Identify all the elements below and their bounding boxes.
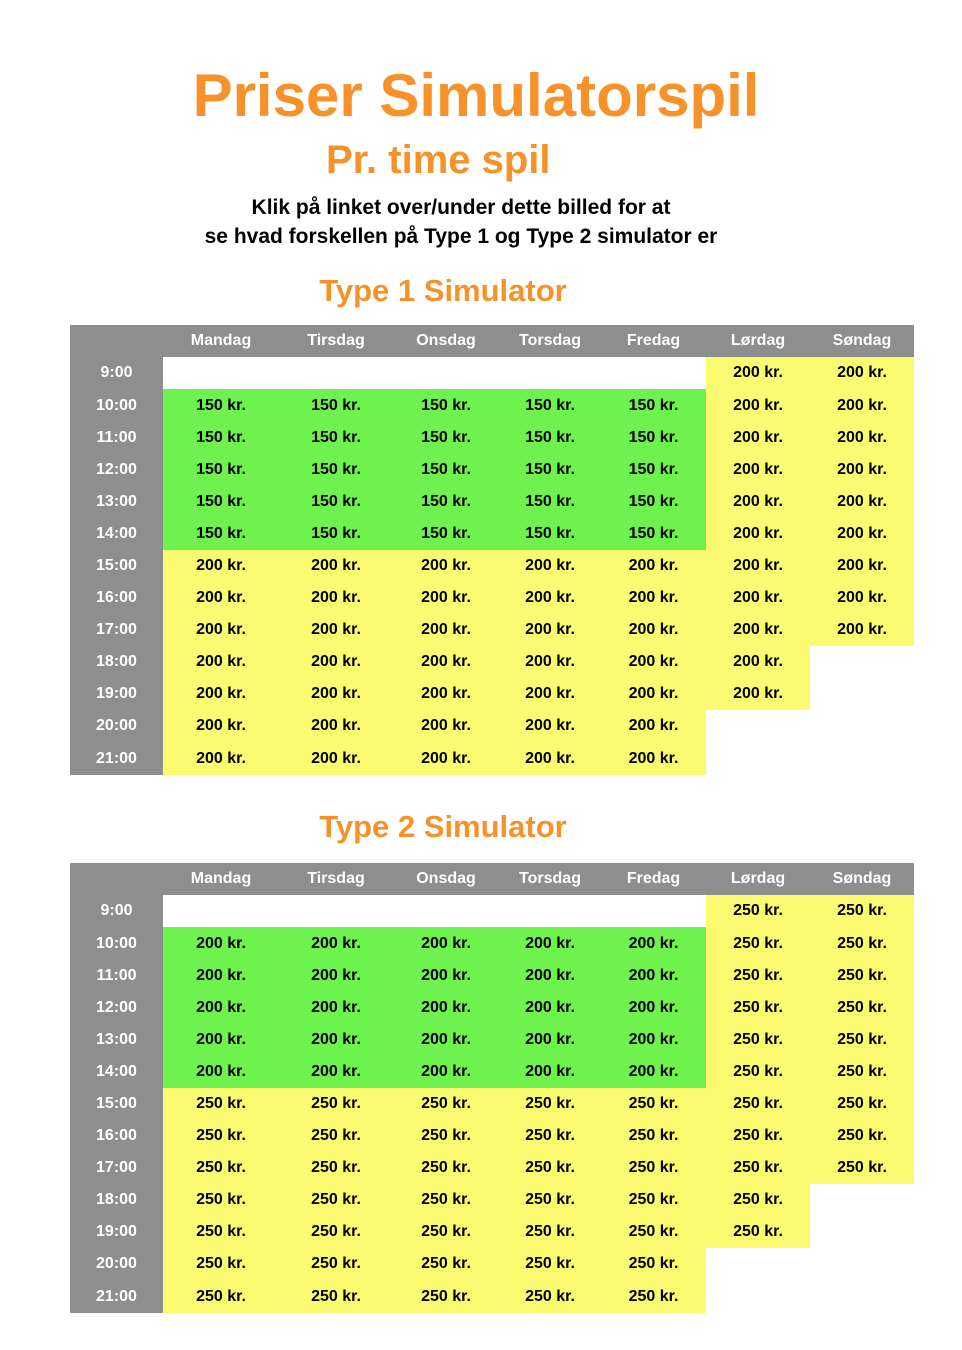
table-row bbox=[70, 742, 914, 775]
price-cell: 200 kr. bbox=[499, 960, 601, 992]
price-cell: 200 kr. bbox=[810, 486, 914, 518]
empty-cell bbox=[810, 742, 914, 775]
price-cell: 250 kr. bbox=[393, 1248, 499, 1280]
price-cell: 150 kr. bbox=[279, 518, 393, 550]
price-cell: 200 kr. bbox=[601, 960, 706, 992]
column-header: Lørdag bbox=[706, 325, 810, 357]
price-cell: 250 kr. bbox=[601, 1248, 706, 1280]
price-cell: 250 kr. bbox=[279, 1280, 393, 1313]
price-cell: 250 kr. bbox=[706, 1120, 810, 1152]
price-cell: 150 kr. bbox=[163, 422, 279, 454]
price-cell: 200 kr. bbox=[279, 1056, 393, 1088]
price-cell: 150 kr. bbox=[601, 486, 706, 518]
table-row bbox=[70, 454, 914, 486]
price-cell: 250 kr. bbox=[499, 1120, 601, 1152]
type2-title: Type 2 Simulator bbox=[319, 809, 567, 844]
column-header: Torsdag bbox=[499, 325, 601, 357]
table-row bbox=[70, 646, 914, 678]
empty-cell bbox=[706, 1248, 810, 1280]
column-header: Torsdag bbox=[499, 863, 601, 895]
price-cell: 250 kr. bbox=[393, 1152, 499, 1184]
table-row bbox=[70, 1248, 914, 1280]
time-label: 19:00 bbox=[70, 678, 163, 710]
price-cell: 200 kr. bbox=[601, 992, 706, 1024]
type2-price-table bbox=[70, 863, 914, 1313]
empty-cell bbox=[163, 357, 279, 389]
price-cell: 200 kr. bbox=[163, 678, 279, 710]
table-row bbox=[70, 1280, 914, 1313]
table-row bbox=[70, 1152, 914, 1184]
price-cell: 250 kr. bbox=[163, 1280, 279, 1313]
price-cell: 150 kr. bbox=[393, 389, 499, 422]
price-cell: 200 kr. bbox=[279, 550, 393, 582]
price-cell: 200 kr. bbox=[810, 518, 914, 550]
price-cell: 200 kr. bbox=[279, 710, 393, 742]
time-label: 20:00 bbox=[70, 1248, 163, 1280]
time-label: 13:00 bbox=[70, 1024, 163, 1056]
table-row bbox=[70, 895, 914, 927]
price-cell: 250 kr. bbox=[393, 1120, 499, 1152]
price-cell: 250 kr. bbox=[706, 1152, 810, 1184]
price-cell: 200 kr. bbox=[393, 646, 499, 678]
price-cell: 200 kr. bbox=[601, 742, 706, 775]
table-row bbox=[70, 357, 914, 389]
price-cell: 200 kr. bbox=[601, 646, 706, 678]
price-cell: 200 kr. bbox=[279, 960, 393, 992]
table-row bbox=[70, 550, 914, 582]
price-cell: 200 kr. bbox=[393, 960, 499, 992]
price-cell: 250 kr. bbox=[393, 1216, 499, 1248]
price-cell: 150 kr. bbox=[163, 454, 279, 486]
price-cell: 250 kr. bbox=[279, 1248, 393, 1280]
price-cell: 250 kr. bbox=[601, 1184, 706, 1216]
price-cell: 250 kr. bbox=[706, 1216, 810, 1248]
price-cell: 200 kr. bbox=[393, 927, 499, 960]
price-cell: 200 kr. bbox=[499, 710, 601, 742]
time-label: 11:00 bbox=[70, 960, 163, 992]
price-cell: 150 kr. bbox=[601, 389, 706, 422]
empty-cell bbox=[706, 742, 810, 775]
price-cell: 150 kr. bbox=[393, 454, 499, 486]
price-cell: 200 kr. bbox=[393, 742, 499, 775]
time-label: 16:00 bbox=[70, 582, 163, 614]
price-cell: 200 kr. bbox=[499, 1056, 601, 1088]
price-cell: 200 kr. bbox=[393, 678, 499, 710]
price-cell: 250 kr. bbox=[810, 1088, 914, 1120]
price-cell: 200 kr. bbox=[499, 678, 601, 710]
table-row bbox=[70, 1024, 914, 1056]
time-label: 15:00 bbox=[70, 550, 163, 582]
price-cell: 250 kr. bbox=[810, 1152, 914, 1184]
price-cell: 250 kr. bbox=[601, 1120, 706, 1152]
price-cell: 150 kr. bbox=[279, 422, 393, 454]
empty-cell bbox=[810, 1184, 914, 1216]
price-cell: 250 kr. bbox=[393, 1088, 499, 1120]
empty-cell bbox=[601, 357, 706, 389]
price-cell: 150 kr. bbox=[279, 389, 393, 422]
price-cell: 250 kr. bbox=[279, 1184, 393, 1216]
time-label: 13:00 bbox=[70, 486, 163, 518]
price-cell: 150 kr. bbox=[163, 486, 279, 518]
price-cell: 200 kr. bbox=[163, 1056, 279, 1088]
table-row bbox=[70, 518, 914, 550]
price-cell: 250 kr. bbox=[706, 960, 810, 992]
price-cell: 150 kr. bbox=[499, 518, 601, 550]
price-cell: 200 kr. bbox=[393, 614, 499, 646]
price-cell: 250 kr. bbox=[810, 895, 914, 927]
empty-cell bbox=[810, 1248, 914, 1280]
price-cell: 200 kr. bbox=[706, 454, 810, 486]
table-row bbox=[70, 389, 914, 422]
info-text bbox=[0, 193, 922, 251]
price-cell: 150 kr. bbox=[393, 422, 499, 454]
empty-cell bbox=[393, 357, 499, 389]
price-cell: 200 kr. bbox=[601, 678, 706, 710]
price-cell: 250 kr. bbox=[810, 927, 914, 960]
price-cell: 200 kr. bbox=[279, 678, 393, 710]
price-cell: 250 kr. bbox=[601, 1216, 706, 1248]
empty-cell bbox=[279, 357, 393, 389]
price-cell: 250 kr. bbox=[279, 1120, 393, 1152]
price-cell: 200 kr. bbox=[499, 646, 601, 678]
price-cell: 250 kr. bbox=[706, 895, 810, 927]
price-cell: 200 kr. bbox=[601, 927, 706, 960]
price-cell: 200 kr. bbox=[279, 927, 393, 960]
price-cell: 200 kr. bbox=[499, 582, 601, 614]
price-cell: 250 kr. bbox=[706, 927, 810, 960]
price-cell: 250 kr. bbox=[601, 1280, 706, 1313]
price-cell: 200 kr. bbox=[601, 614, 706, 646]
price-cell: 200 kr. bbox=[279, 582, 393, 614]
price-cell: 200 kr. bbox=[706, 357, 810, 389]
column-header: Mandag bbox=[163, 325, 279, 357]
price-cell: 200 kr. bbox=[393, 582, 499, 614]
page-title: Priser Simulatorspil bbox=[192, 62, 760, 129]
price-cell: 250 kr. bbox=[279, 1216, 393, 1248]
empty-cell bbox=[706, 710, 810, 742]
table-header-row bbox=[70, 863, 914, 895]
price-cell: 250 kr. bbox=[163, 1088, 279, 1120]
table-row bbox=[70, 678, 914, 710]
table-row bbox=[70, 1088, 914, 1120]
price-cell: 200 kr. bbox=[393, 1024, 499, 1056]
time-label: 21:00 bbox=[70, 742, 163, 775]
price-cell: 200 kr. bbox=[163, 1024, 279, 1056]
header-corner bbox=[70, 325, 163, 357]
price-cell: 200 kr. bbox=[601, 582, 706, 614]
column-header: Fredag bbox=[601, 325, 706, 357]
type1-title: Type 1 Simulator bbox=[319, 273, 567, 308]
price-cell: 200 kr. bbox=[499, 742, 601, 775]
price-cell: 250 kr. bbox=[163, 1152, 279, 1184]
info-line: Klik på linket over/under dette billed for at bbox=[251, 196, 671, 219]
empty-cell bbox=[163, 895, 279, 927]
price-cell: 250 kr. bbox=[163, 1120, 279, 1152]
price-cell: 150 kr. bbox=[393, 518, 499, 550]
price-cell: 200 kr. bbox=[810, 614, 914, 646]
table-row bbox=[70, 486, 914, 518]
empty-cell bbox=[601, 895, 706, 927]
price-cell: 250 kr. bbox=[706, 1184, 810, 1216]
time-label: 12:00 bbox=[70, 454, 163, 486]
price-cell: 200 kr. bbox=[499, 550, 601, 582]
price-cell: 200 kr. bbox=[810, 357, 914, 389]
column-header: Søndag bbox=[810, 325, 914, 357]
price-cell: 200 kr. bbox=[163, 960, 279, 992]
price-cell: 200 kr. bbox=[279, 1024, 393, 1056]
price-cell: 250 kr. bbox=[163, 1216, 279, 1248]
price-cell: 150 kr. bbox=[601, 422, 706, 454]
price-cell: 250 kr. bbox=[279, 1152, 393, 1184]
price-cell: 250 kr. bbox=[810, 1056, 914, 1088]
price-cell: 250 kr. bbox=[499, 1280, 601, 1313]
time-label: 9:00 bbox=[70, 357, 163, 389]
column-header: Fredag bbox=[601, 863, 706, 895]
price-cell: 150 kr. bbox=[499, 454, 601, 486]
price-cell: 200 kr. bbox=[393, 1056, 499, 1088]
price-cell: 250 kr. bbox=[601, 1088, 706, 1120]
price-cell: 200 kr. bbox=[706, 582, 810, 614]
price-cell: 150 kr. bbox=[163, 518, 279, 550]
column-header: Onsdag bbox=[393, 325, 499, 357]
table-row bbox=[70, 422, 914, 454]
empty-cell bbox=[810, 710, 914, 742]
empty-cell bbox=[499, 357, 601, 389]
price-cell: 200 kr. bbox=[706, 422, 810, 454]
time-label: 10:00 bbox=[70, 389, 163, 422]
column-header: Mandag bbox=[163, 863, 279, 895]
price-cell: 150 kr. bbox=[499, 389, 601, 422]
price-cell: 200 kr. bbox=[706, 389, 810, 422]
column-header: Tirsdag bbox=[279, 325, 393, 357]
price-cell: 150 kr. bbox=[163, 389, 279, 422]
empty-cell bbox=[706, 1280, 810, 1313]
time-label: 10:00 bbox=[70, 927, 163, 960]
price-cell: 200 kr. bbox=[163, 582, 279, 614]
price-cell: 200 kr. bbox=[601, 1024, 706, 1056]
table-row bbox=[70, 582, 914, 614]
info-line: se hvad forskellen på Type 1 og Type 2 simulator er bbox=[204, 225, 718, 248]
price-cell: 150 kr. bbox=[601, 454, 706, 486]
price-cell: 200 kr. bbox=[706, 614, 810, 646]
price-cell: 200 kr. bbox=[163, 992, 279, 1024]
page-subtitle: Pr. time spil bbox=[326, 138, 551, 182]
column-header: Søndag bbox=[810, 863, 914, 895]
table-row bbox=[70, 1216, 914, 1248]
price-cell: 200 kr. bbox=[810, 389, 914, 422]
empty-cell bbox=[393, 895, 499, 927]
price-cell: 250 kr. bbox=[499, 1216, 601, 1248]
price-cell: 250 kr. bbox=[601, 1152, 706, 1184]
price-cell: 250 kr. bbox=[810, 1024, 914, 1056]
time-label: 12:00 bbox=[70, 992, 163, 1024]
table-row bbox=[70, 1120, 914, 1152]
price-cell: 200 kr. bbox=[810, 550, 914, 582]
table-row bbox=[70, 710, 914, 742]
price-cell: 250 kr. bbox=[163, 1184, 279, 1216]
price-cell: 200 kr. bbox=[393, 992, 499, 1024]
price-cell: 200 kr. bbox=[279, 646, 393, 678]
header-corner bbox=[70, 863, 163, 895]
price-cell: 200 kr. bbox=[601, 550, 706, 582]
price-cell: 200 kr. bbox=[601, 1056, 706, 1088]
price-cell: 200 kr. bbox=[163, 614, 279, 646]
price-cell: 250 kr. bbox=[393, 1184, 499, 1216]
price-cell: 250 kr. bbox=[499, 1248, 601, 1280]
time-label: 20:00 bbox=[70, 710, 163, 742]
table-row bbox=[70, 992, 914, 1024]
time-label: 19:00 bbox=[70, 1216, 163, 1248]
price-cell: 150 kr. bbox=[393, 486, 499, 518]
price-cell: 200 kr. bbox=[163, 550, 279, 582]
price-cell: 200 kr. bbox=[279, 742, 393, 775]
time-label: 9:00 bbox=[70, 895, 163, 927]
price-cell: 200 kr. bbox=[163, 927, 279, 960]
price-cell: 200 kr. bbox=[706, 678, 810, 710]
price-cell: 250 kr. bbox=[499, 1088, 601, 1120]
time-label: 11:00 bbox=[70, 422, 163, 454]
price-cell: 250 kr. bbox=[706, 1056, 810, 1088]
time-label: 18:00 bbox=[70, 1184, 163, 1216]
type1-price-table bbox=[70, 325, 914, 775]
table-header-row bbox=[70, 325, 914, 357]
table-row bbox=[70, 1184, 914, 1216]
price-cell: 200 kr. bbox=[499, 927, 601, 960]
price-cell: 200 kr. bbox=[279, 614, 393, 646]
price-cell: 150 kr. bbox=[279, 454, 393, 486]
empty-cell bbox=[810, 678, 914, 710]
price-cell: 200 kr. bbox=[163, 710, 279, 742]
time-label: 17:00 bbox=[70, 1152, 163, 1184]
price-cell: 250 kr. bbox=[163, 1248, 279, 1280]
price-cell: 200 kr. bbox=[810, 422, 914, 454]
price-cell: 200 kr. bbox=[810, 582, 914, 614]
price-cell: 200 kr. bbox=[499, 992, 601, 1024]
price-cell: 200 kr. bbox=[163, 646, 279, 678]
price-cell: 200 kr. bbox=[393, 710, 499, 742]
price-cell: 200 kr. bbox=[706, 486, 810, 518]
empty-cell bbox=[499, 895, 601, 927]
empty-cell bbox=[279, 895, 393, 927]
column-header: Onsdag bbox=[393, 863, 499, 895]
table-row bbox=[70, 614, 914, 646]
price-cell: 250 kr. bbox=[393, 1280, 499, 1313]
price-cell: 250 kr. bbox=[810, 1120, 914, 1152]
price-cell: 200 kr. bbox=[393, 550, 499, 582]
empty-cell bbox=[810, 646, 914, 678]
price-cell: 200 kr. bbox=[706, 646, 810, 678]
time-label: 14:00 bbox=[70, 518, 163, 550]
price-cell: 250 kr. bbox=[279, 1088, 393, 1120]
time-label: 14:00 bbox=[70, 1056, 163, 1088]
price-cell: 250 kr. bbox=[706, 1024, 810, 1056]
table-row bbox=[70, 927, 914, 960]
price-cell: 150 kr. bbox=[499, 486, 601, 518]
price-cell: 200 kr. bbox=[706, 550, 810, 582]
column-header: Lørdag bbox=[706, 863, 810, 895]
price-cell: 250 kr. bbox=[810, 992, 914, 1024]
price-cell: 200 kr. bbox=[163, 742, 279, 775]
price-cell: 200 kr. bbox=[499, 614, 601, 646]
time-label: 16:00 bbox=[70, 1120, 163, 1152]
time-label: 18:00 bbox=[70, 646, 163, 678]
price-cell: 250 kr. bbox=[499, 1152, 601, 1184]
price-cell: 150 kr. bbox=[601, 518, 706, 550]
price-cell: 250 kr. bbox=[706, 1088, 810, 1120]
price-cell: 150 kr. bbox=[499, 422, 601, 454]
price-cell: 250 kr. bbox=[499, 1184, 601, 1216]
price-cell: 200 kr. bbox=[279, 992, 393, 1024]
time-label: 21:00 bbox=[70, 1280, 163, 1313]
table-row bbox=[70, 960, 914, 992]
column-header: Tirsdag bbox=[279, 863, 393, 895]
price-cell: 200 kr. bbox=[499, 1024, 601, 1056]
price-cell: 250 kr. bbox=[706, 992, 810, 1024]
time-label: 15:00 bbox=[70, 1088, 163, 1120]
price-cell: 200 kr. bbox=[706, 518, 810, 550]
price-cell: 250 kr. bbox=[810, 960, 914, 992]
price-cell: 200 kr. bbox=[810, 454, 914, 486]
empty-cell bbox=[810, 1216, 914, 1248]
price-cell: 200 kr. bbox=[601, 710, 706, 742]
time-label: 17:00 bbox=[70, 614, 163, 646]
price-cell: 150 kr. bbox=[279, 486, 393, 518]
empty-cell bbox=[810, 1280, 914, 1313]
table-row bbox=[70, 1056, 914, 1088]
